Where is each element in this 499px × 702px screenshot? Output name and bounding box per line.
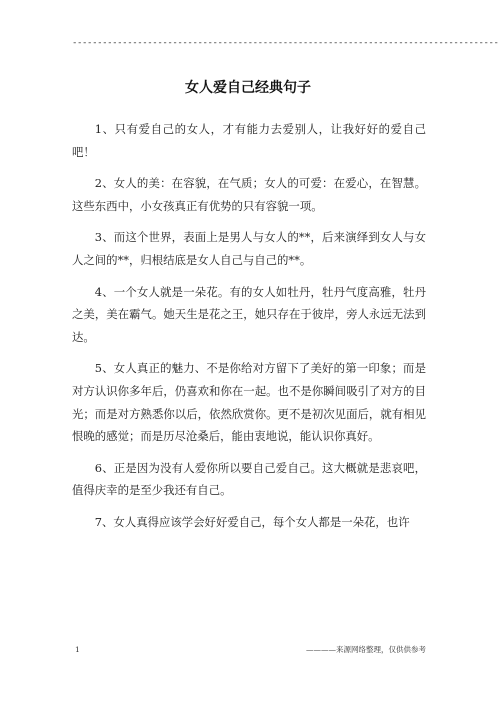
header-dashed-rule: ------------------------------------------------------------------------------------- [72, 38, 499, 48]
page-footer [72, 643, 426, 657]
paragraph-2: 2、女人的美：在容貌，在气质；女人的可爱：在爱心，在智慧。这些东西中，小女孩真正有优势的只有容貌一项。 [72, 176, 426, 213]
paragraph-3: 3、而这个世界，表面上是男人与女人的**，后来演绎到女人与女人之间的**，归根结底是女人自己与自己的**。 [72, 230, 426, 267]
document-body [72, 118, 426, 543]
paragraph-7: 7、女人真得应该学会好好爱自己，每个女人都是一朵花，也许 [94, 514, 410, 529]
paragraph-4: 4、一个女人就是一朵花。有的女人如牡丹，牡丹气度高雅，牡丹之美，美在霸气。她天生是花之王，她只存在于彼岸，旁人永远无法到达。 [72, 284, 426, 344]
footer-source-note: ————来源网络整理，仅供供参考 [306, 645, 426, 654]
page-number: 1 [75, 645, 80, 654]
paragraph-5: 5、女人真正的魅力、不是你给对方留下了美好的第一印象；而是对方认识你多年后，仍喜欢和你在一起。也不是你瞬间吸引了对方的目光；而是对方熟悉你以后，依然欣赏你。更不是初次见面后，就有相见恨晚的感觉；而是历尽沧桑后，能由衷地说，能认识你真好。 [72, 361, 426, 444]
paragraph-1: 1、只有爱自己的女人，才有能力去爱别人，让我好好的爱自己吧！ [72, 122, 426, 159]
paragraph-6: 6、正是因为没有人爱你所以要自己爱自己。这大概就是悲哀吧，值得庆幸的是至少我还有自己。 [72, 460, 426, 498]
page-title: 女人爱自己经典句子 [185, 80, 311, 96]
